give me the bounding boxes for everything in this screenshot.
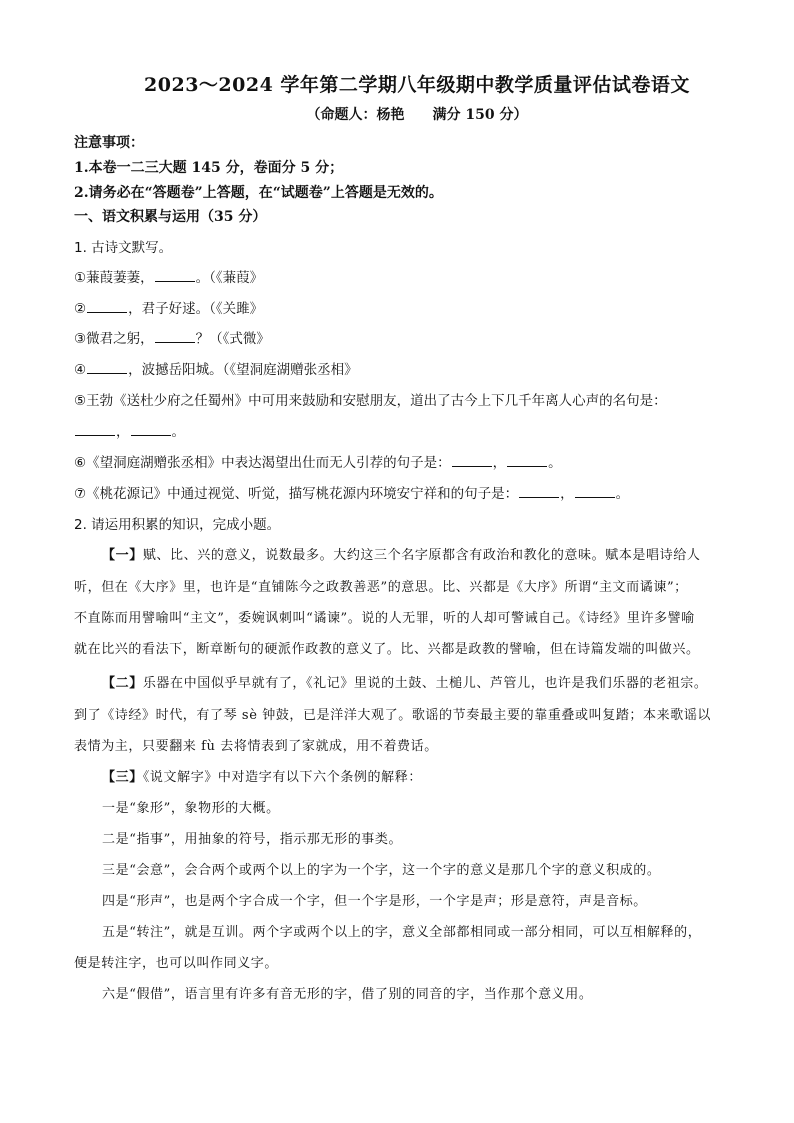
notice-item-1: 1.本卷一二三大题 145 分，卷面分 5 分； <box>74 160 344 176</box>
q1-item-5: ⑤王勃《送杜少府之任蜀州》中可用来鼓励和安慰朋友，道出了古今上下几千年离人心声的名句是： <box>74 393 667 409</box>
q1-item-6 <box>74 451 562 471</box>
separator: ， <box>560 486 574 502</box>
q1-item-7-text: ⑦《桃花源记》中通过视觉、听觉，描写桃花源内环境安宁祥和的句子是： <box>74 486 519 502</box>
passage-1-line-1 <box>102 544 700 563</box>
answer-blank[interactable] <box>155 269 195 282</box>
passage-1-line-2: 听，但在《大序》里，也许是“直铺陈今之政教善恶”的意思。比、兴都是《大序》所谓“主文而谲谏”； <box>74 580 688 595</box>
answer-blank[interactable] <box>452 454 492 467</box>
passage-3-line-1 <box>102 766 422 785</box>
q1-item-1 <box>74 266 263 286</box>
q1-item-2 <box>74 297 263 317</box>
passage-3-tag: 【三】 <box>102 770 143 785</box>
q1-item-1-source: 。（《蒹葭》 <box>195 270 264 286</box>
rule-6: 六是“假借”，语言里有许多有音无形的字，借了别的同音的字，当作那个意义用。 <box>102 987 593 1002</box>
passage-2-line-1 <box>102 672 708 691</box>
passage-1-line-4: 就在比兴的看法下，断章断句的硬派作政教的意义了。比、兴都是政教的譬喻，但在诗篇发端的叫做兴。 <box>74 642 700 657</box>
answer-blank[interactable] <box>87 300 127 313</box>
passage-2-tag: 【二】 <box>102 676 143 691</box>
page-title: 2023～2024 学年第二学期八年级期中教学质量评估试卷语文 <box>144 74 690 96</box>
passage-2-line-2: 到了《诗经》时代，有了琴 sè 钟鼓，已是洋洋大观了。歌谣的节奏最主要的靠重叠或叫复踏；本来歌谣以 <box>74 708 712 723</box>
answer-blank[interactable] <box>75 423 115 436</box>
answer-blank[interactable] <box>507 454 547 467</box>
passage-2-text: 乐器在中国似乎早就有了，《礼记》里说的土鼓、土槌儿、芦管儿，也许是我们乐器的老祖宗。 <box>142 676 708 691</box>
answer-blank[interactable] <box>131 423 171 436</box>
rule-3: 三是“会意”，会合两个或两个以上的字为一个字，这一个字的意义是那几个字的意义积成的。 <box>102 863 661 878</box>
passage-3-text: 《说文解字》中对造字有以下六个条例的解释： <box>142 770 422 785</box>
page-subtitle <box>0 104 794 124</box>
rule-4: 四是“形声”，也是两个字合成一个字，但一个字是形，一个字是声；形是意符，声是音标。 <box>102 894 647 909</box>
separator: ， <box>116 424 130 440</box>
answer-blank[interactable] <box>575 485 615 498</box>
q1-item-4-num: ④ <box>74 362 87 378</box>
q1-item-7 <box>74 482 629 502</box>
passage-1-tag: 【一】 <box>102 548 143 563</box>
q2-stem: 2. 请运用积累的知识，完成小题。 <box>74 517 281 533</box>
section-1-heading: 一、语文积累与运用（35 分） <box>74 209 267 225</box>
passage-1-text: 赋、比、兴的意义，说数最多。大约这三个名字原都含有政治和教化的意味。赋本是唱诗给人 <box>142 548 701 563</box>
notice-item-2: 2.请务必在“答题卷”上答题，在“试题卷”上答题是无效的。 <box>74 185 443 201</box>
answer-blank[interactable] <box>519 485 559 498</box>
answer-blank[interactable] <box>155 330 195 343</box>
q1-item-4 <box>74 358 358 378</box>
q1-item-5-answers <box>74 420 185 440</box>
q1-item-6-text: ⑥《望洞庭湖赠张丞相》中表达渴望出仕而无人引荐的句子是： <box>74 455 451 471</box>
rule-5-line-1: 五是“转注”，就是互训。两个字或两个以上的字，意义全部都相同或一部分相同，可以互相解释的， <box>102 925 702 940</box>
q1-item-2-num: ② <box>74 301 87 317</box>
end-mark: 。 <box>548 455 562 471</box>
subtitle-score: 满分 150 分） <box>432 107 528 123</box>
passage-2-line-3: 表情为主，只要翻来 fù 去将情表到了家就成，用不着费话。 <box>74 739 438 754</box>
passage-1-line-3: 不直陈而用譬喻叫“主文”，委婉讽刺叫“谲谏”。说的人无罪，听的人却可警诫自己。《诗经》里许多譬喻 <box>74 611 695 626</box>
rule-5-line-2: 便是转注字，也可以叫作同义字。 <box>74 956 279 971</box>
notice-heading: 注意事项： <box>74 135 144 151</box>
separator: ， <box>492 455 507 471</box>
q1-item-1-text: ①蒹葭萋萋， <box>74 270 154 286</box>
rule-2: 二是“指事”，用抽象的符号，指示那无形的事类。 <box>102 832 403 847</box>
end-mark: 。 <box>171 424 185 440</box>
answer-blank[interactable] <box>87 361 127 374</box>
q1-stem: 1. 古诗文默写。 <box>74 240 173 256</box>
q1-item-3-source: ？（《式微》 <box>195 331 270 347</box>
end-mark: 。 <box>615 486 630 502</box>
q1-item-2-text: ，君子好逑。（《关雎》 <box>128 301 264 317</box>
q1-item-4-text: ，波撼岳阳城。（《望洞庭湖赠张丞相》 <box>128 362 358 378</box>
subtitle-author: （命题人：杨艳 <box>306 107 405 123</box>
q1-item-3 <box>74 327 270 347</box>
rule-1: 一是“象形”，象物形的大概。 <box>102 801 280 816</box>
q1-item-3-text: ③微君之躬， <box>74 331 154 347</box>
